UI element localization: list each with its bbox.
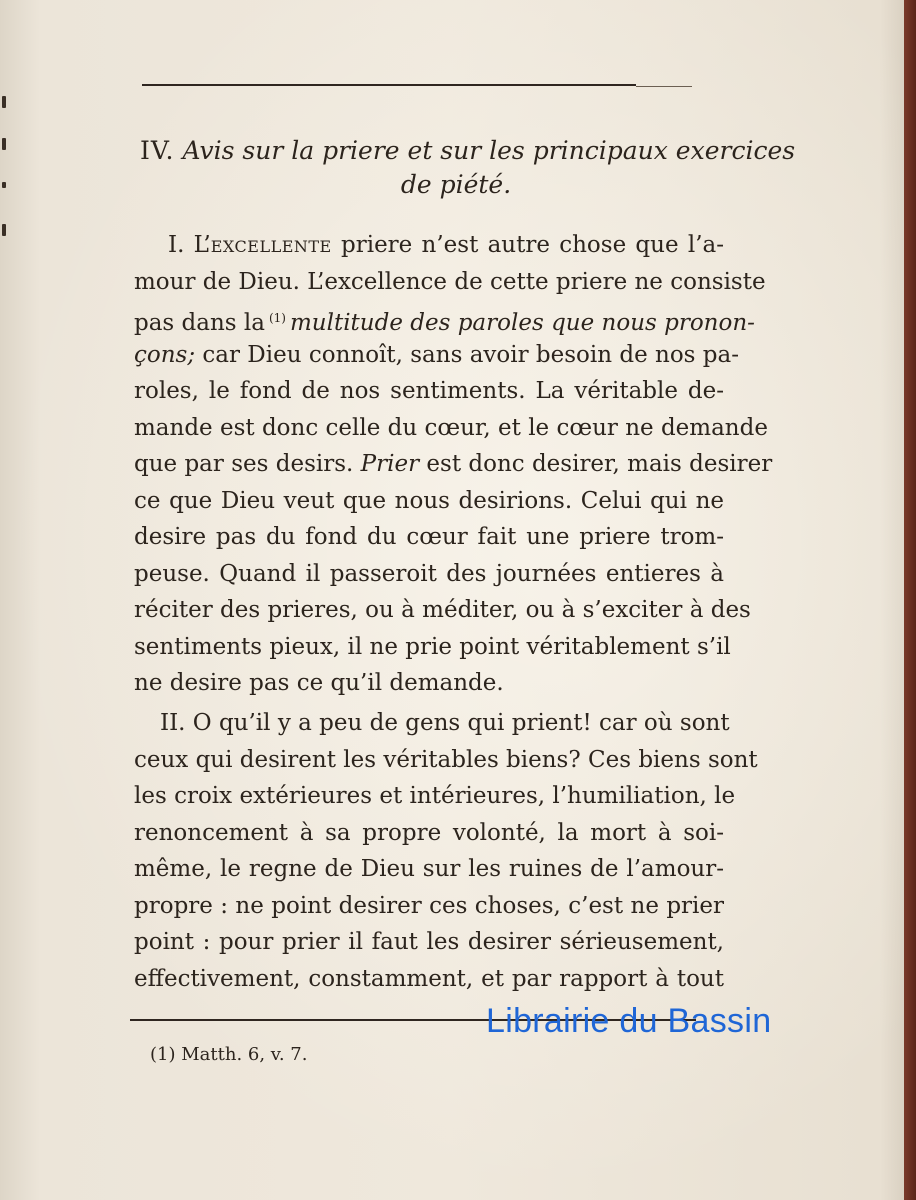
text-line: ne desire pas ce qu’il demande.	[134, 670, 504, 696]
text-line: ceux qui desirent les véritables biens? Ces biens sont	[134, 746, 758, 773]
text-line: I. L’excellente priere n’est autre chose que l’a-	[168, 232, 724, 258]
text-line: roles, le fond de nos sentiments. La véritable de-	[134, 378, 724, 404]
text-line: point : pour prier il faut les desirer sérieusement,	[134, 929, 724, 955]
footnote: (1) Matth. 6, v. 7.	[150, 1044, 308, 1065]
text-line: réciter des prieres, ou à méditer, ou à s’exciter à des	[134, 597, 751, 623]
text-line: même, le regne de Dieu sur les ruines de l’amour-	[134, 856, 724, 882]
text-line: propre : ne point desirer ces choses, c’est ne prier	[134, 892, 724, 919]
text-line: çons; car Dieu connoît, sans avoir besoin de nos pa-	[134, 341, 740, 368]
text-line: pas dans la $^{(1)}$ multitude des paroles que nous pronon-	[134, 310, 755, 336]
chapter-number: IV.	[140, 136, 175, 165]
text-line: II. O qu’il y a peu de gens qui prient! car où sont	[160, 710, 730, 736]
text-line: que par ses desirs. Prier est donc desirer, mais desirer	[134, 451, 773, 477]
text-line: sentiments pieux, il ne prie point véritablement s’il	[134, 633, 731, 660]
text-line: ce que Dieu veut que nous desirions. Celui qui ne	[134, 487, 724, 514]
book-spine-edge	[904, 0, 916, 1200]
chapter-title-line1: Avis sur la priere et sur les principaux exercices	[182, 136, 796, 165]
text-line: effectivement, constamment, et par rapport à tout	[134, 965, 724, 992]
watermark: Librairie du Bassin	[486, 1002, 772, 1040]
text-line: peuse. Quand il passeroit des journées entieres à	[134, 560, 724, 587]
text-line: mour de Dieu. L’excellence de cette priere ne consiste	[134, 268, 766, 295]
gutter-marks	[0, 96, 10, 236]
text-line: renoncement à sa propre volonté, la mort à soi-	[134, 819, 724, 846]
chapter-heading	[140, 134, 796, 202]
text-line: les croix extérieures et intérieures, l’humiliation, le	[134, 783, 736, 809]
header-rule	[142, 84, 636, 86]
text-line: desire pas du fond du cœur fait une priere trom-	[134, 524, 724, 550]
paragraph-1	[134, 227, 773, 702]
text-line: mande est donc celle du cœur, et le cœur ne demande	[134, 414, 768, 441]
footnote-reference: (1)	[268, 311, 286, 325]
chapter-title-line2: de piété.	[400, 170, 512, 199]
header-rule-extension	[636, 86, 692, 87]
paragraph-2	[134, 705, 758, 997]
